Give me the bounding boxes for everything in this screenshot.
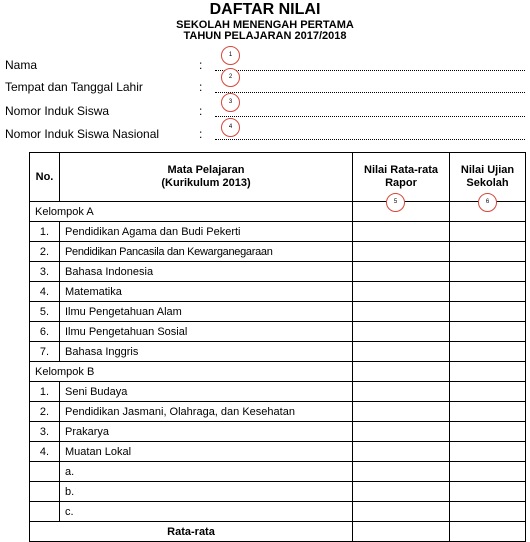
field-label: Nomor Induk Siswa Nasional (5, 127, 160, 141)
table-row (30, 502, 526, 522)
table-row (30, 442, 526, 462)
row-number: 4. (30, 282, 60, 302)
rapor-cell[interactable] (353, 402, 450, 422)
marker-3: 3 (221, 93, 240, 112)
table-row (30, 342, 526, 362)
ujian-cell[interactable] (450, 302, 526, 322)
ujian-cell[interactable] (450, 362, 526, 382)
document-title: DAFTAR NILAI (209, 1, 321, 18)
row-number (30, 462, 60, 482)
subject-name: Muatan Lokal (60, 442, 353, 462)
table-row (30, 222, 526, 242)
ujian-cell[interactable] (450, 342, 526, 362)
ujian-cell[interactable] (450, 322, 526, 342)
table-row (30, 322, 526, 342)
rapor-cell[interactable] (353, 199, 450, 222)
group-label-a: Kelompok A (30, 202, 353, 222)
field-nomor-induk-siswa[interactable] (5, 99, 525, 122)
ujian-cell[interactable] (450, 402, 526, 422)
rapor-cell[interactable] (353, 222, 450, 242)
table-row (30, 402, 526, 422)
row-number: 3. (30, 422, 60, 442)
table-row (30, 422, 526, 442)
ujian-cell[interactable] (450, 199, 526, 222)
row-number: 5. (30, 302, 60, 322)
subject-name: Seni Budaya (60, 382, 353, 402)
rapor-cell[interactable] (353, 462, 450, 482)
ujian-cell[interactable] (450, 482, 526, 502)
marker-4: 4 (221, 118, 240, 137)
rapor-cell[interactable] (353, 362, 450, 382)
row-number (30, 502, 60, 522)
ujian-cell[interactable] (450, 242, 526, 262)
field-label: Nama (5, 58, 38, 72)
field-tempat-tanggal-lahir[interactable] (5, 74, 525, 98)
rapor-cell[interactable] (353, 382, 450, 402)
row-number: 3. (30, 262, 60, 282)
header-no: No. (30, 153, 60, 202)
field-dotted-line (215, 70, 525, 71)
marker-6: 6 (478, 193, 497, 212)
marker-5: 5 (386, 193, 405, 212)
rapor-cell[interactable] (353, 422, 450, 442)
field-nama[interactable] (5, 52, 525, 76)
subject-name: Bahasa Inggris (60, 342, 353, 362)
field-colon: : (199, 80, 203, 94)
table-row (30, 262, 526, 282)
rapor-cell[interactable] (353, 242, 450, 262)
table-row (30, 282, 526, 302)
row-number: 6. (30, 322, 60, 342)
ujian-cell[interactable] (450, 462, 526, 482)
muatan-lokal-item: c. (60, 502, 353, 522)
subject-name: Ilmu Pengetahuan Sosial (60, 322, 353, 342)
row-number: 2. (30, 402, 60, 422)
footer-row (30, 522, 526, 542)
group-label-b: Kelompok B (30, 362, 353, 382)
row-number: 1. (30, 222, 60, 242)
muatan-lokal-item: b. (60, 482, 353, 502)
group-row (30, 202, 526, 222)
subject-name: Matematika (60, 282, 353, 302)
header-subject: Mata Pelajaran (Kurikulum 2013) (60, 153, 353, 202)
field-colon: : (199, 104, 203, 118)
table-row (30, 242, 526, 262)
table-header-row (30, 153, 526, 202)
ujian-cell[interactable] (450, 422, 526, 442)
table-row (30, 482, 526, 502)
subject-name: Pendidikan Agama dan Budi Pekerti (60, 222, 353, 242)
rapor-cell[interactable] (353, 262, 450, 282)
subject-name: Bahasa Indonesia (60, 262, 353, 282)
rapor-cell[interactable] (353, 302, 450, 322)
field-nomor-induk-siswa-nasional[interactable] (5, 124, 525, 145)
rapor-cell[interactable] (353, 442, 450, 462)
ujian-cell[interactable] (450, 522, 526, 542)
ujian-cell[interactable] (450, 502, 526, 522)
academic-year: TAHUN PELAJARAN 2017/2018 (183, 30, 347, 42)
rapor-cell[interactable] (353, 322, 450, 342)
field-dotted-line (215, 116, 525, 117)
marker-1: 1 (221, 46, 240, 65)
muatan-lokal-item: a. (60, 462, 353, 482)
subject-name: Pendidikan Pancasila dan Kewarganegaraan (60, 242, 353, 262)
subject-name: Ilmu Pengetahuan Alam (60, 302, 353, 322)
table-row (30, 462, 526, 482)
ujian-cell[interactable] (450, 442, 526, 462)
field-dotted-line (215, 92, 525, 93)
marker-2: 2 (221, 68, 240, 87)
field-dotted-line (215, 139, 525, 140)
subject-name: Prakarya (60, 422, 353, 442)
row-number (30, 482, 60, 502)
group-row (30, 362, 526, 382)
ujian-cell[interactable] (450, 262, 526, 282)
table-row (30, 302, 526, 322)
table-row (30, 382, 526, 402)
rapor-cell[interactable] (353, 502, 450, 522)
rapor-cell[interactable] (353, 482, 450, 502)
row-number: 1. (30, 382, 60, 402)
row-number: 4. (30, 442, 60, 462)
school-name: SEKOLAH MENENGAH PERTAMA (176, 19, 354, 31)
field-label: Nomor Induk Siswa (5, 104, 110, 118)
header-ujian: Nilai Ujian Sekolah (450, 153, 526, 202)
rapor-cell[interactable] (353, 342, 450, 362)
ujian-cell[interactable] (450, 222, 526, 242)
row-number: 2. (30, 242, 60, 262)
field-colon: : (199, 58, 203, 72)
average-label: Rata-rata (30, 522, 353, 542)
rapor-cell[interactable] (353, 282, 450, 302)
field-colon: : (199, 127, 203, 141)
ujian-cell[interactable] (450, 382, 526, 402)
ujian-cell[interactable] (450, 282, 526, 302)
row-number: 7. (30, 342, 60, 362)
subject-name: Pendidikan Jasmani, Olahraga, dan Kesehatan (60, 402, 353, 422)
field-label: Tempat dan Tanggal Lahir (5, 80, 143, 94)
header-rapor: Nilai Rata-rata Rapor (353, 153, 450, 202)
grades-table (29, 152, 526, 542)
rapor-cell[interactable] (353, 522, 450, 542)
